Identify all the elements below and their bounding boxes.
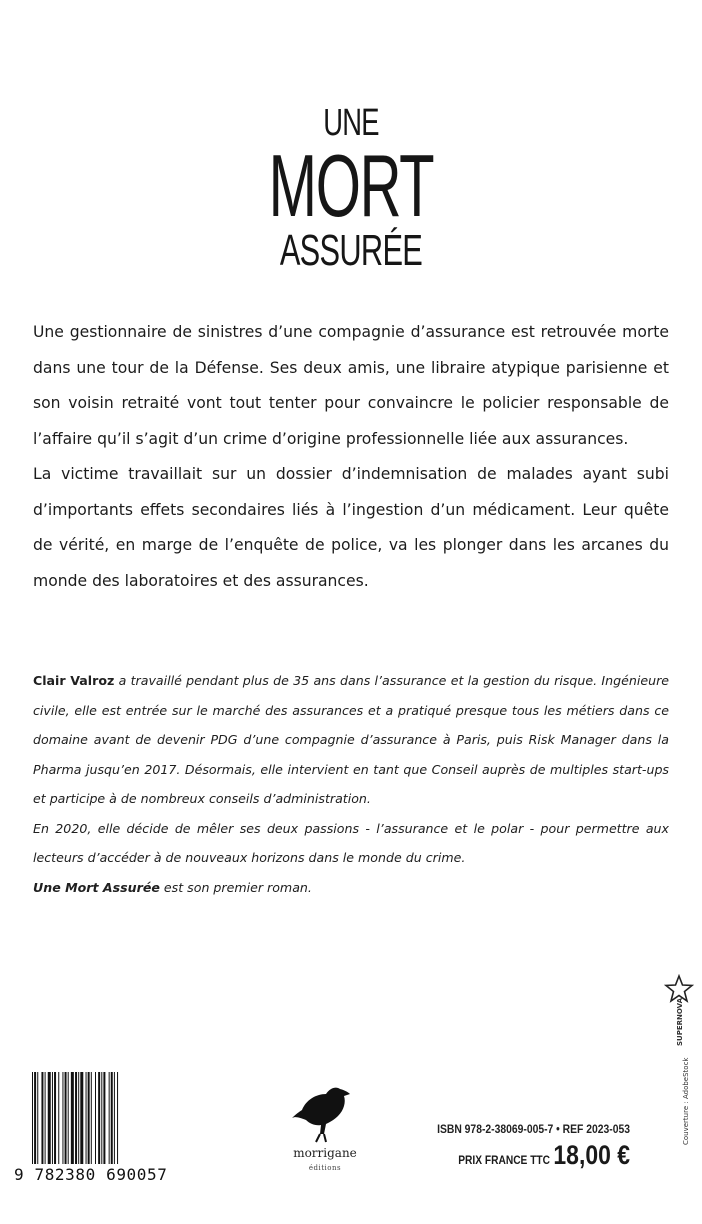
barcode-bar	[75, 1072, 77, 1164]
barcode-bar	[86, 1072, 87, 1164]
barcode-bar	[37, 1072, 38, 1164]
barcode-bar	[52, 1072, 53, 1164]
publisher-logo	[270, 1080, 380, 1190]
barcode	[12, 1072, 189, 1182]
cover-credit: Couverture : AdobeStock	[682, 1057, 690, 1145]
barcode-bar	[78, 1072, 79, 1164]
barcode-bar	[111, 1072, 113, 1164]
barcode-bar	[109, 1072, 110, 1164]
publisher-subtitle: éditions	[308, 1164, 342, 1172]
barcode-bar	[88, 1072, 90, 1164]
barcode-bar	[103, 1072, 105, 1164]
barcode-bar	[114, 1072, 115, 1164]
barcode-bar	[80, 1072, 83, 1164]
barcode-bar	[45, 1072, 46, 1164]
publisher-name: morrigane	[293, 1146, 357, 1160]
barcode-bar	[117, 1072, 118, 1164]
price-label: PRIX FRANCE TTC	[458, 1153, 551, 1167]
bio-paragraph-2: En 2020, elle décide de mêler ses deux passions - l’assurance et le polar - pour permettre aux lecteurs d’accéder à de nouveaux horizons dans le monde du crime.	[33, 820, 669, 865]
barcode-bar	[34, 1072, 36, 1164]
book-title-mention: Une Mort Assurée	[33, 879, 160, 895]
bio-paragraph-1-text: a travaillé pendant plus de 35 ans dans l’assurance et la gestion du risque. Ingénieure civile, elle est entrée sur le marché des assurances et a pratiqué presque tous les métiers dans ce domaine avant de devenir PDG d’une compagnie d’assurance à Paris, puis Risk Manager dans la Pharma jusqu’en 2017. Désormais, elle intervient en tant que Conseil auprès de multiples start-ups et participe à de nombreux conseils d’administration.	[33, 673, 669, 806]
barcode-bar	[62, 1072, 63, 1164]
barcode-bar	[32, 1072, 33, 1164]
bio-paragraph-3-text: est son premier roman.	[159, 879, 312, 895]
cover-title-line-1: UNE	[323, 102, 379, 144]
barcode-bar	[68, 1072, 69, 1164]
bio-paragraph-1	[33, 666, 669, 814]
barcode-bar	[48, 1072, 51, 1164]
barcode-bars	[32, 1072, 182, 1164]
bio-paragraph-3	[33, 873, 669, 903]
barcode-digits: 9 782380 690057	[14, 1165, 168, 1184]
author-name: Clair Valroz	[33, 673, 115, 688]
crow-icon	[290, 1080, 360, 1146]
author-bio	[33, 666, 669, 902]
synopsis	[33, 315, 669, 599]
isbn-ref: ISBN 978-2-38069-005-7 • REF 2023-053	[437, 1124, 630, 1136]
synopsis-paragraph-1: Une gestionnaire de sinistres d’une compagnie d’assurance est retrouvée morte dans une tour de la Défense. Ses deux amis, une libraire atypique parisienne et son voisin retraité vont tout tenter pour convaincre le policier responsable de l’affaire qu’il s’agit d’un crime d’origine professionnelle liée aux assurances.	[33, 323, 669, 448]
barcode-bar	[71, 1072, 74, 1164]
cover-title-line-3: ASSURÉE	[279, 226, 423, 275]
barcode-bar	[95, 1072, 96, 1164]
price	[418, 1140, 631, 1171]
synopsis-paragraph-2: La victime travaillait sur un dossier d’indemnisation de malades ayant subi d’importants effets secondaires liés à l’ingestion d’un médicament. Leur quête de vérité, en marge de l’enquête de police, va les plonger dans les arcanes du monde des laboratoires et des assurances.	[33, 465, 669, 590]
barcode-bar	[91, 1072, 92, 1164]
barcode-bar	[98, 1072, 100, 1164]
collection-label: SUPERNOVA	[676, 997, 684, 1046]
price-value: 18,00 €	[553, 1140, 630, 1170]
barcode-bar	[54, 1072, 56, 1164]
barcode-bar	[65, 1072, 67, 1164]
barcode-bar	[101, 1072, 102, 1164]
cover-title-line-2: MORT	[268, 136, 434, 235]
barcode-bar	[41, 1072, 43, 1164]
barcode-bar	[58, 1072, 59, 1164]
